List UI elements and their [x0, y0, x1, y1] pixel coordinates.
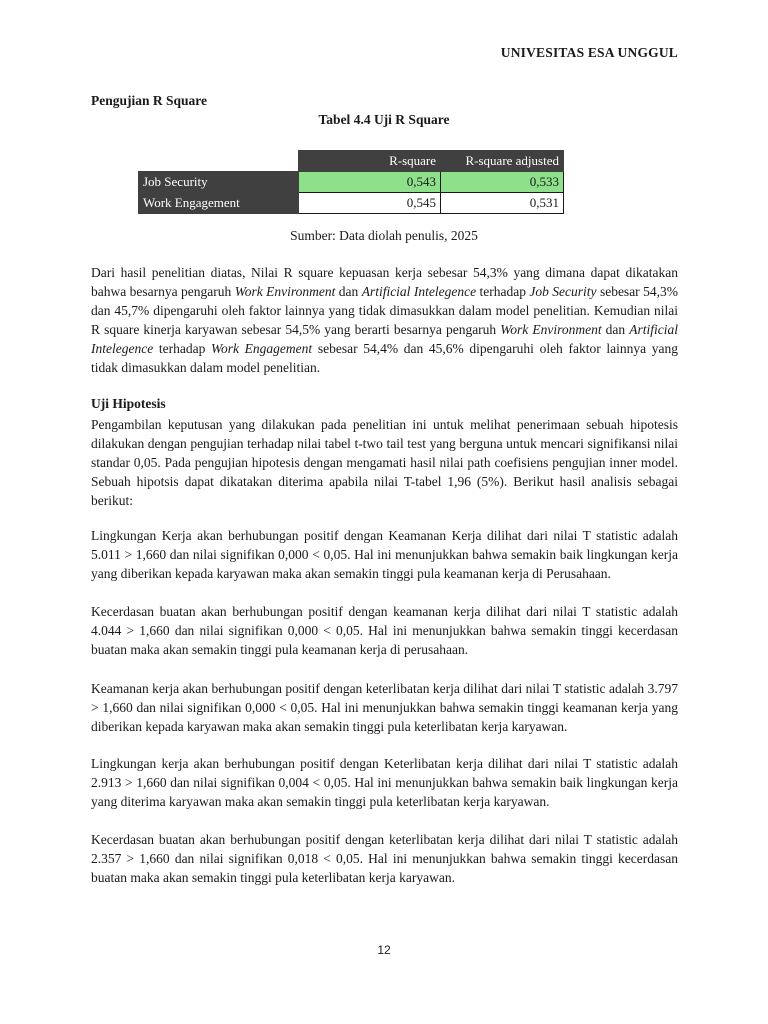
r-square-value: 0,545 — [299, 193, 441, 214]
column-header-r-square-adjusted: R-square adjusted — [441, 151, 564, 172]
row-label: Work Engagement — [139, 193, 299, 214]
page-number: 12 — [377, 943, 391, 957]
table-row — [139, 172, 564, 193]
hipotesis-intro-paragraph: Pengambilan keputusan yang dilakukan pada penelitian ini untuk melihat penerimaan sebuah hipotesis dilakukan dengan pengujian terhadap nilai tabel t-two tail test yang berguna untuk mencari signifikansi nilai standar 0,05. Pada pengujian hipotesis dengan mengamati hasil nilai path coefisiens pengujian inner model. Sebuah hipotsis dapat dikatakan diterima apabila nilai T-tabel 1,96 (5%). Berikut hasil analisis sebagai berikut: — [91, 417, 678, 508]
r-square-adjusted-value: 0,531 — [441, 193, 564, 214]
hypothesis-paragraph: Kecerdasan buatan akan berhubungan positif dengan keterlibatan kerja dilihat dari nilai T statistic adalah 2.357 > 1,660 dan nilai signifikan 0,018 < 0,05. Hal ini menunjukkan bahwa semakin tinggi kecerdasan buatan maka akan semakin tinggi pula keterlibatan kerja karyawan. — [91, 832, 678, 885]
table-row — [139, 193, 564, 214]
section-title-hipotesis: Uji Hipotesis — [91, 396, 166, 411]
r-square-table — [138, 150, 564, 214]
row-label: Job Security — [139, 172, 299, 193]
r-square-paragraph: Dari hasil penelitian diatas, Nilai R square kepuasan kerja sebesar 54,3% yang dimana dapat dikatakan bahwa besarnya pengaruh Work Environment dan Artificial Intelegence terhadap Job Security sebesar 54,3% dan 45,7% dipengaruhi oleh faktor lainnya yang tidak dimasukkan dalam model penelitian. Kemudian nilai R square kinerja karyawan sebesar 54,5% yang berarti besarnya pengaruh Work Environment dan Artificial Intelegence terhadap Work Engagement sebesar 54,4% dan 45,6% dipengaruhi oleh faktor lainnya yang tidak dimasukkan dalam model penelitian. — [91, 265, 678, 375]
hypothesis-paragraph: Kecerdasan buatan akan berhubungan positif dengan keamanan kerja dilihat dari nilai T statistic adalah 4.044 > 1,660 dan nilai signifikan 0,000 < 0,05. Hal ini menunjukkan bahwa semakin tinggi kecerdasan buatan maka akan semakin tinggi pula keamanan kerja di perusahaan. — [91, 604, 678, 657]
table-header-row — [139, 151, 564, 172]
section-title-r-square: Pengujian R Square — [91, 93, 208, 108]
table-header-blank — [139, 151, 299, 172]
r-square-adjusted-value: 0,533 — [441, 172, 564, 193]
hypothesis-paragraph: Lingkungan kerja akan berhubungan positif dengan Keterlibatan kerja dilihat dari nilai T statistic adalah 2.913 > 1,660 dan nilai signifikan 0,004 < 0,05. Hal ini menunjukkan bahwa semakin baik lingkungan kerja yang diterima karyawan maka akan semakin tinggi pula keterlibatan kerja karyawan. — [91, 756, 678, 809]
table-source: Sumber: Data diolah penulis, 2025 — [290, 228, 478, 243]
document-header: UNIVESITAS ESA UNGGUL — [500, 45, 678, 60]
r-square-value: 0,543 — [299, 172, 441, 193]
table-caption: Tabel 4.4 Uji R Square — [318, 112, 450, 127]
hypothesis-paragraph: Lingkungan Kerja akan berhubungan positif dengan Keamanan Kerja dilihat dari nilai T statistic adalah 5.011 > 1,660 dan nilai signifikan 0,000 < 0,05. Hal ini menunjukkan bahwa semakin baik lingkungan kerja yang diberikan kepada karyawan maka akan semakin tinggi pula keamanan kerja di Perusahaan. — [91, 528, 678, 581]
column-header-r-square: R-square — [299, 151, 441, 172]
hypothesis-paragraph: Keamanan kerja akan berhubungan positif dengan keterlibatan kerja dilihat dari nilai T statistic adalah 3.797 > 1,660 dan nilai signifikan 0,000 < 0,05. Hal ini menunjukkan bahwa semakin tinggi keamanan kerja yang diberikan kepada karyawan maka akan semakin tinggi pula keterlibatan kerja karyawan. — [91, 681, 678, 734]
